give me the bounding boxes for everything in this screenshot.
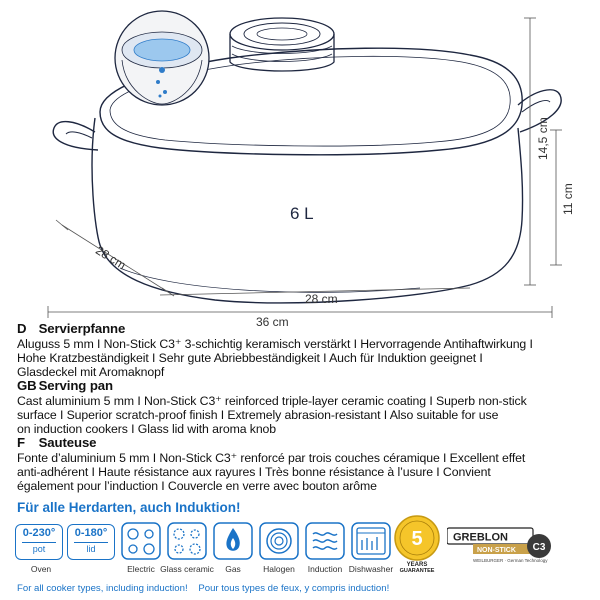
footer-fr: Pour tous types de feux, y compris induction!	[198, 583, 390, 594]
brand-name: GREBLON	[453, 531, 508, 544]
cooker-compat-headline: Für alle Herdarten, auch Induktion!	[17, 500, 241, 515]
icon-strip: 0-230° pot Oven 0-180° lid Electric Glass ceramic Gas Halogen Induction Dishwasher 5 YEARS GUARANTEE GREBLON NON-STICK C3 WEILBURGER · German Technology	[15, 522, 590, 582]
aroma-knob-detail-lens	[115, 11, 209, 105]
svg-text:WEILBURGER · German Technology: WEILBURGER · German Technology	[473, 558, 548, 563]
desc-line: anti-adhérent I Haute résistance aux rayures I Très bonne résistance à l’usure I Convient	[17, 465, 491, 480]
dim-height-total: 14,5 cm	[536, 117, 550, 160]
oven-caption: Oven	[30, 564, 52, 574]
desc-line: également pour l’induction I Couvercle en verre avec bouton arôme	[17, 479, 377, 494]
desc-line: surface I Superior scratch-proof finish I Extremely abrasion-resistant I Also suitable for use	[17, 408, 499, 422]
section-fr	[17, 436, 593, 493]
desc-line: Hohe Kratzbeständigkeit I Sehr gute Abriebbeständigkeit I Auch für Induktion geeignet I	[17, 350, 483, 365]
dim-height-body: 11 cm	[561, 183, 575, 215]
dim-width-inner: 28 cm	[305, 292, 338, 306]
capacity-label: 6 L	[290, 204, 314, 223]
lang-code: F	[17, 435, 25, 451]
halogen-icon: Halogen	[259, 522, 299, 565]
desc-line: Glasdeckel mit Aromaknopf	[17, 365, 165, 379]
desc-line: on induction cookers I Glass lid with aroma knob	[17, 422, 277, 437]
desc-line: Cast aluminium 5 mm I Non-Stick C3⁺ reinforced triple-layer ceramic coating I Superb non-stick	[17, 393, 527, 408]
aroma-knob	[230, 18, 334, 71]
section-de	[17, 322, 593, 379]
svg-text:C3: C3	[532, 542, 546, 553]
footer-compat	[17, 583, 389, 594]
warranty-badge: 5 YEARS GUARANTEE	[393, 514, 441, 575]
warranty-number: 5	[411, 528, 423, 550]
induction-icon: Induction	[305, 522, 345, 565]
electric-icon: Electric	[121, 522, 161, 565]
lang-code: GB	[17, 378, 37, 394]
svg-text:YEARS: YEARS	[406, 562, 428, 568]
section-title: Sauteuse	[38, 435, 97, 451]
glass-ceramic-icon: Glass ceramic	[167, 522, 207, 565]
dim-width-total: 36 cm	[256, 315, 289, 329]
dishwasher-icon: Dishwasher	[351, 522, 391, 565]
desc-line: Fonte d’aluminium 5 mm I Non-Stick C3⁺ renforcé par trois couches céramique I Excellent effet	[17, 451, 526, 465]
dim-depth: 28 cm	[93, 243, 129, 273]
greblon-logo	[447, 526, 555, 573]
section-title: Serving pan	[38, 378, 113, 394]
section-gb	[17, 379, 593, 436]
product-description	[17, 322, 593, 494]
svg-text:NON-STICK: NON-STICK	[477, 547, 516, 554]
desc-line: Aluguss 5 mm I Non-Stick C3⁺ 3-schichtig keramisch verstärkt I Hervorragende Antihaftwirkung I	[17, 336, 533, 351]
pan-bottom-edge	[120, 268, 420, 292]
section-title: Servierpfanne	[38, 321, 126, 336]
left-handle	[53, 122, 98, 150]
footer-en: For all cooker types, including induction!	[17, 583, 188, 594]
gas-icon: Gas	[213, 522, 253, 565]
lang-code: D	[17, 321, 27, 336]
